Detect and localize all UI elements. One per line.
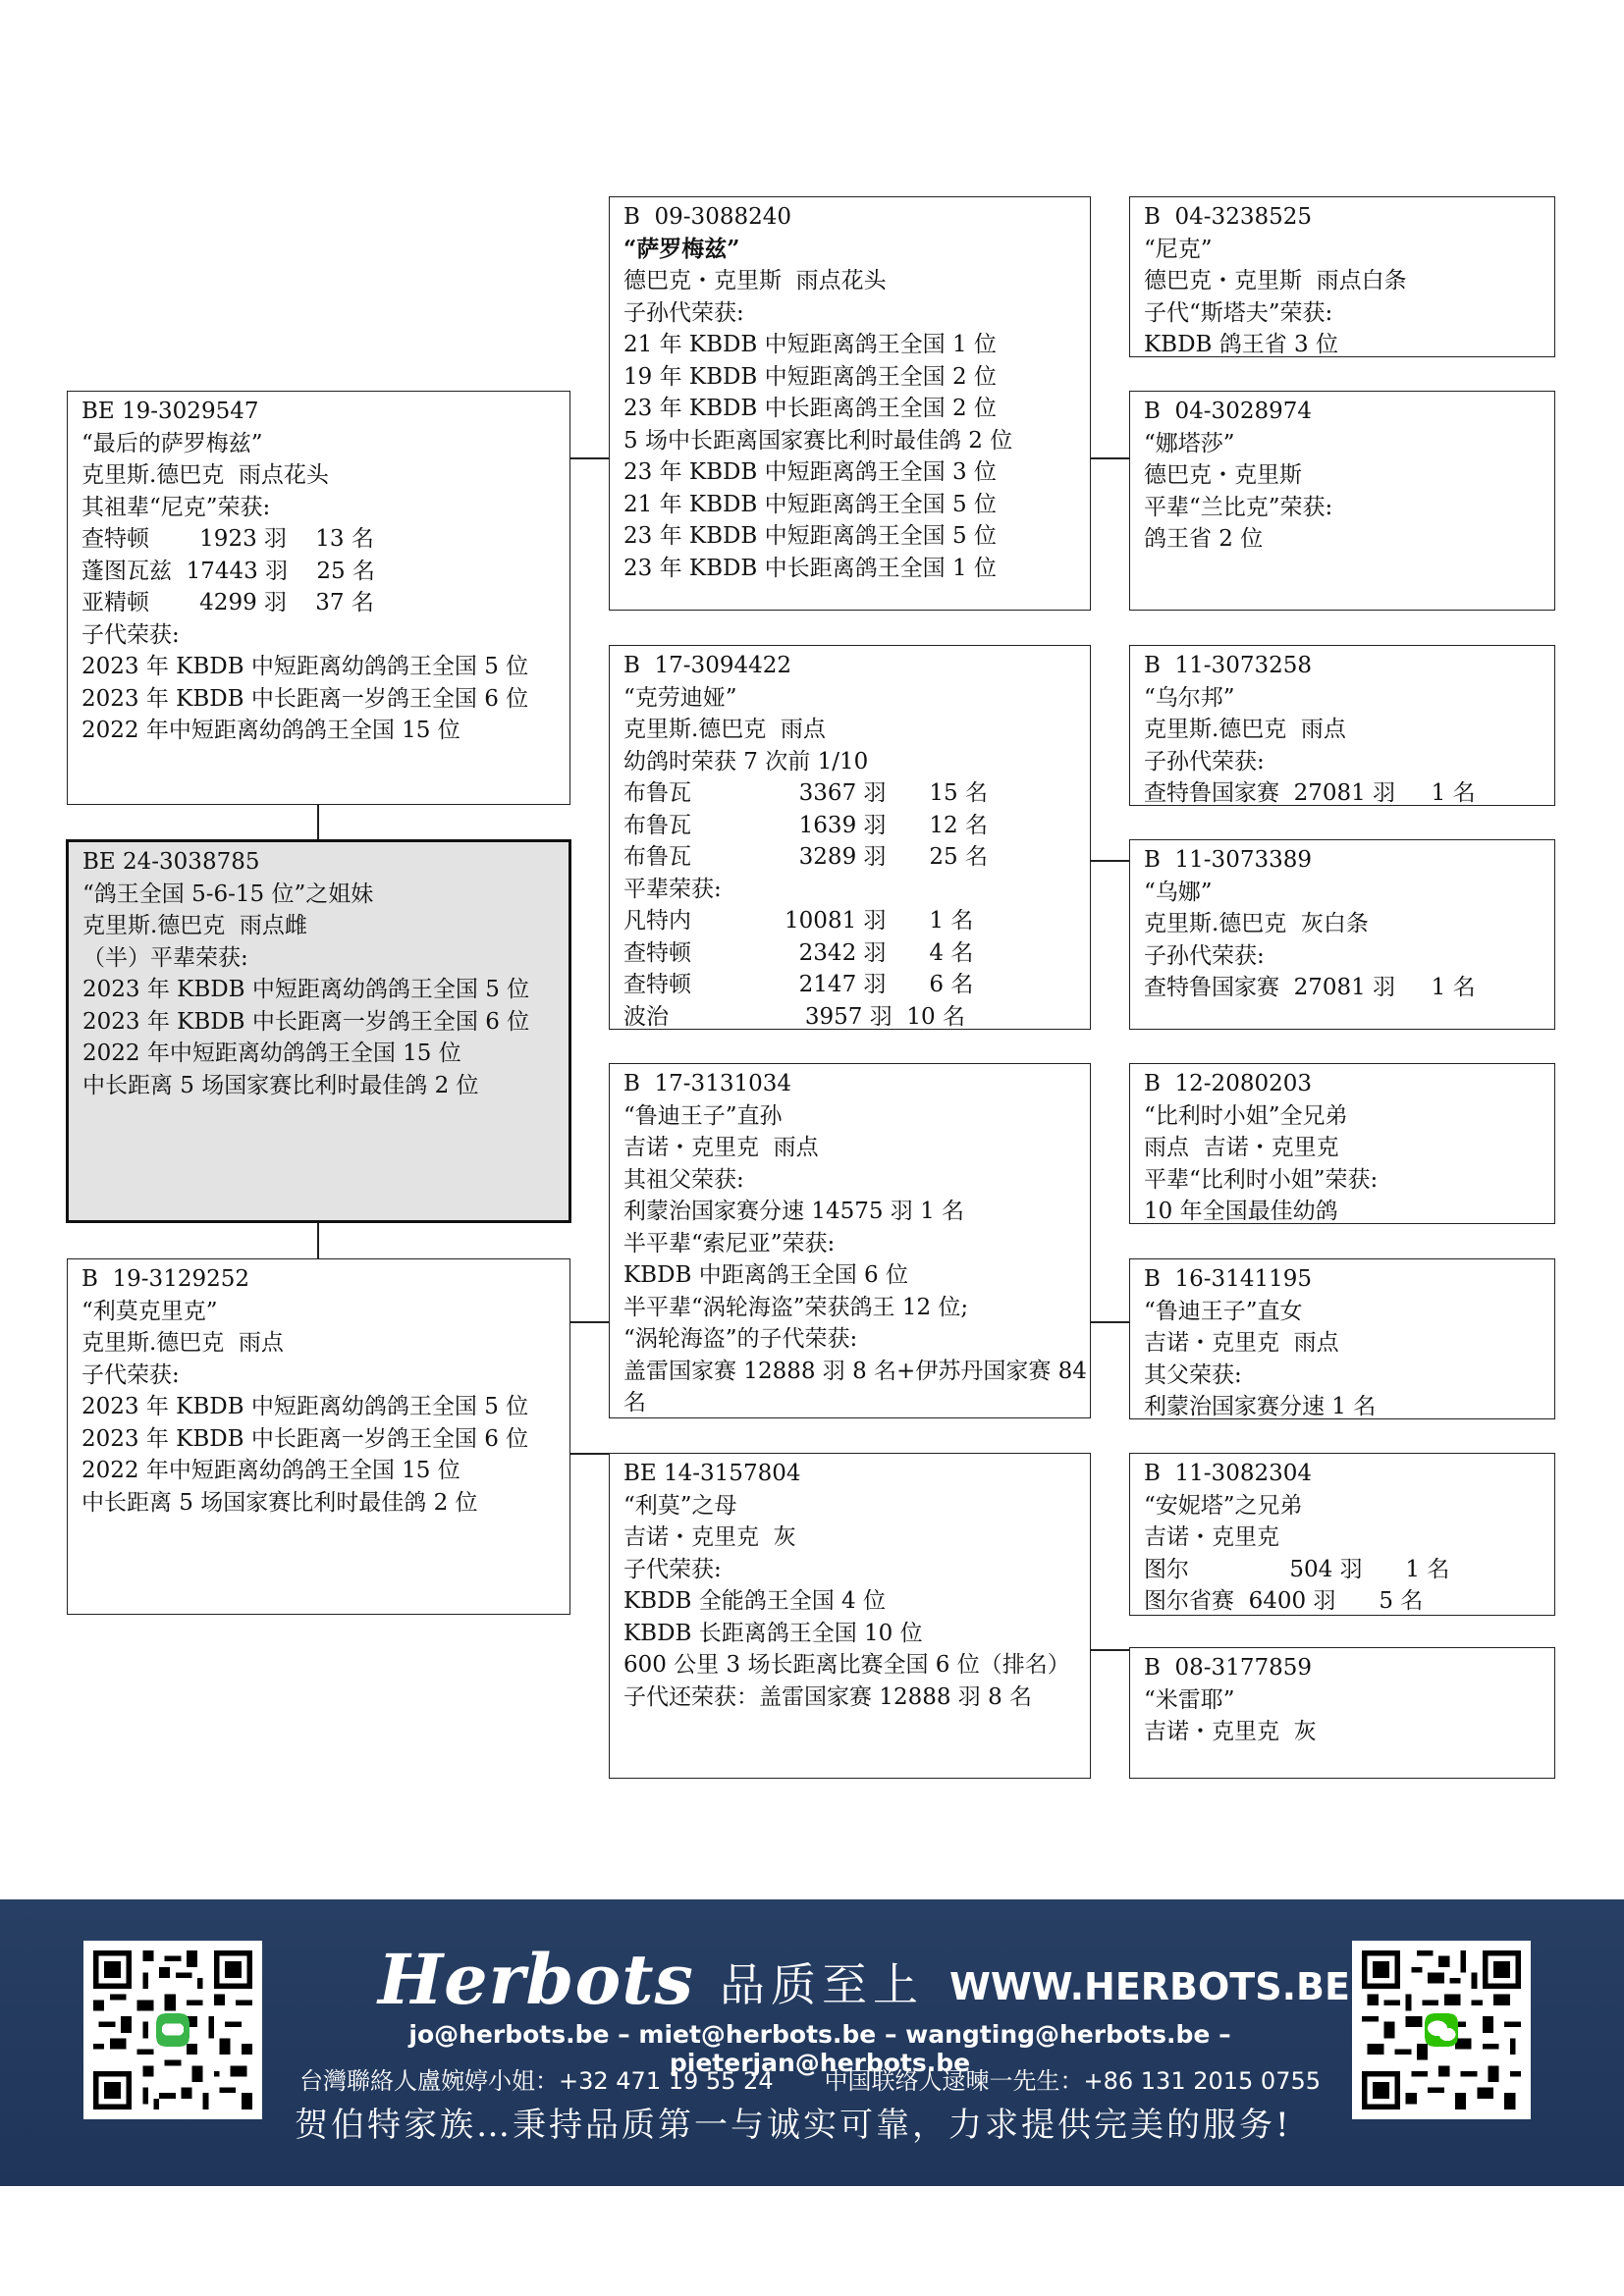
ancestor-box-2	[1129, 391, 1555, 611]
pedigree-line: 19 年 KBDB 中短距离鸽王全国 2 位	[623, 363, 997, 390]
pedigree-line: “利莫克里克”	[81, 1298, 218, 1324]
pedigree-line: 子代荣获:	[81, 621, 180, 648]
ring-number: B 11-3073389	[1144, 847, 1312, 873]
pedigree-line: “萨罗梅兹”	[623, 235, 740, 262]
sire-sire-box	[609, 196, 1091, 611]
pedigree-line: 吉诺・克里克 灰	[623, 1524, 796, 1550]
pedigree-line: 克里斯.德巴克 雨点	[1144, 717, 1346, 742]
pedigree-line: 2022 年中短距离幼鸽鸽王全国 15 位	[81, 718, 460, 743]
ring-number: B 11-3082304	[1144, 1461, 1312, 1486]
pedigree-line: 克里斯.德巴克 雨点花头	[81, 462, 329, 488]
connector-line	[1090, 860, 1129, 862]
ring-number: B 17-3131034	[623, 1071, 791, 1096]
pedigree-line: 子代还荣获：盖雷国家赛 12888 羽 8 名	[623, 1683, 1033, 1710]
pedigree-line: “鸽王全国 5-6-15 位”之姐妹	[82, 881, 374, 907]
pedigree-line: 克里斯.德巴克 雨点	[623, 717, 826, 742]
pedigree-line: 利蒙治国家赛分速 14575 羽 1 名	[623, 1199, 965, 1224]
pedigree-line: “克劳迪娅”	[623, 684, 737, 711]
pedigree-line: 平辈“比利时小姐”荣获:	[1144, 1166, 1379, 1193]
ring-number: BE 24-3038785	[82, 849, 260, 875]
pedigree-line: 2023 年 KBDB 中短距离幼鸽鸽王全国 5 位	[81, 1394, 529, 1419]
pedigree-line: “鲁迪王子”直女	[1144, 1298, 1303, 1324]
ancestor-box-4	[1129, 839, 1555, 1030]
herbots-logo[interactable]: Herbots	[378, 1939, 694, 2020]
pedigree-line: 利蒙治国家赛分速 1 名	[1144, 1394, 1377, 1419]
ring-number: BE 19-3029547	[81, 399, 259, 424]
pedigree-line: 其祖辈“尼克”荣获:	[81, 494, 271, 520]
qr-code-graphic	[93, 1950, 252, 2109]
ring-number: B 08-3177859	[1144, 1655, 1312, 1681]
ancestor-box-3	[1129, 645, 1555, 806]
pedigree-line: 名	[623, 1390, 646, 1415]
connector-line	[317, 1222, 319, 1258]
pedigree-line: 2023 年 KBDB 中长距离一岁鸽王全国 6 位	[82, 1008, 530, 1035]
ring-number: B 12-2080203	[1144, 1071, 1312, 1096]
connector-line	[569, 1453, 609, 1455]
pedigree-line: 子代“斯塔夫”荣获:	[1144, 299, 1333, 326]
pedigree-line: 图尔 504 羽 1 名	[1144, 1556, 1450, 1582]
pedigree-line: 波治 3957 羽 10 名	[623, 1003, 965, 1030]
ring-number: B 11-3073258	[1144, 653, 1312, 678]
pedigree-line: “米雷耶”	[1144, 1686, 1235, 1713]
connector-line	[1090, 1649, 1129, 1651]
ancestor-box-1	[1129, 196, 1555, 357]
pedigree-line: 2022 年中短距离幼鸽鸽王全国 15 位	[82, 1041, 461, 1066]
pedigree-line: 平辈荣获:	[623, 876, 722, 902]
contact-taiwan: 台灣聯絡人盧婉婷小姐：+32 471 19 55 24	[299, 2067, 774, 2095]
pedigree-line: “乌尔邦”	[1144, 684, 1235, 711]
pedigree-line: 子孙代荣获:	[1144, 748, 1265, 774]
pedigree-line: 其祖父荣获:	[623, 1166, 744, 1193]
pedigree-line: 蓬图瓦兹 17443 羽 25 名	[81, 558, 375, 584]
pedigree-line: 克里斯.德巴克 雨点雌	[82, 913, 307, 938]
pedigree-line: 600 公里 3 场长距离比赛全国 6 位（排名）	[623, 1652, 1070, 1678]
pedigree-line: 克里斯.德巴克 灰白条	[1144, 911, 1369, 936]
pedigree-line: 2023 年 KBDB 中长距离一岁鸽王全国 6 位	[81, 1425, 529, 1452]
pedigree-line: KBDB 中距离鸽王全国 6 位	[623, 1262, 908, 1288]
pedigree-line: KBDB 长距离鸽王全国 10 位	[623, 1620, 923, 1646]
dam-sire-box	[609, 1063, 1091, 1418]
pedigree-line: 布鲁瓦 1639 羽 12 名	[623, 812, 988, 838]
pedigree-line: “乌娜”	[1144, 879, 1213, 905]
ring-number: B 04-3238525	[1144, 204, 1312, 230]
connector-line	[317, 804, 319, 840]
connector-line	[569, 457, 609, 459]
pedigree-line: “安妮塔”之兄弟	[1144, 1492, 1303, 1519]
pedigree-line: “最后的萨罗梅兹”	[81, 430, 263, 456]
brand-row	[378, 1941, 1350, 2019]
pedigree-line: 德巴克・克里斯 雨点白条	[1144, 268, 1407, 294]
pedigree-line: 子代荣获:	[81, 1362, 180, 1388]
pedigree-line: 中长距离 5 场国家赛比利时最佳鸽 2 位	[82, 1072, 479, 1098]
pedigree-line: 查特顿 2147 羽 6 名	[623, 972, 974, 997]
pedigree-line: 亚精顿 4299 羽 37 名	[81, 590, 374, 615]
ring-number: B 17-3094422	[623, 653, 791, 678]
pedigree-line: 23 年 KBDB 中长距离鸽王全国 2 位	[623, 396, 997, 421]
pedigree-line: “鲁迪王子”直孙	[623, 1102, 783, 1129]
pedigree-line: KBDB 全能鸽王全国 4 位	[623, 1588, 886, 1614]
line-qr-code-icon[interactable]	[83, 1941, 262, 2119]
pedigree-line: 布鲁瓦 3289 羽 25 名	[623, 844, 988, 870]
pedigree-line: 21 年 KBDB 中短距离鸽王全国 5 位	[623, 491, 997, 517]
pedigree-line: 雨点 吉诺・克里克	[1144, 1135, 1339, 1160]
qr-code-graphic	[1362, 1950, 1521, 2109]
ancestor-box-6	[1129, 1258, 1555, 1419]
pedigree-line: 查特鲁国家赛 27081 羽 1 名	[1144, 975, 1476, 1000]
pedigree-line: 查特顿 2342 羽 4 名	[623, 939, 974, 966]
pedigree-line: “尼克”	[1144, 236, 1213, 262]
pedigree-line: 查特鲁国家赛 27081 羽 1 名	[1144, 780, 1476, 806]
subject-box	[66, 839, 571, 1223]
pedigree-line: 吉诺・克里克 灰	[1144, 1719, 1317, 1744]
pedigree-line: 查特顿 1923 羽 13 名	[81, 526, 374, 552]
pedigree-line: 23 年 KBDB 中短距离鸽王全国 5 位	[623, 523, 997, 549]
pedigree-line: 布鲁瓦 3367 羽 15 名	[623, 780, 988, 806]
pedigree-line: 半平辈“索尼亚”荣获:	[623, 1230, 836, 1256]
pedigree-line: 23 年 KBDB 中短距离鸽王全国 3 位	[623, 459, 997, 485]
website-link[interactable]: WWW.HERBOTS.BE	[948, 1965, 1350, 2008]
connector-line	[1090, 457, 1129, 459]
pedigree-line: 子代荣获:	[623, 1556, 722, 1582]
footer-banner	[0, 1899, 1624, 2186]
pedigree-line: 其父荣获:	[1144, 1362, 1242, 1388]
wechat-qr-code-icon[interactable]	[1352, 1941, 1531, 2119]
pedigree-line: 鸽王省 2 位	[1144, 526, 1264, 552]
pedigree-line: 吉诺・克里克 雨点	[623, 1135, 819, 1160]
pedigree-line: 德巴克・克里斯	[1144, 462, 1302, 488]
pedigree-line: 凡特内 10081 羽 1 名	[623, 908, 974, 934]
pedigree-line: 21 年 KBDB 中短距离鸽王全国 1 位	[623, 332, 997, 357]
pedigree-line: 2023 年 KBDB 中短距离幼鸽鸽王全国 5 位	[81, 654, 529, 679]
pedigree-line: 中长距离 5 场国家赛比利时最佳鸽 2 位	[81, 1489, 478, 1516]
pedigree-line: 平辈“兰比克”荣获:	[1144, 494, 1333, 520]
pedigree-line: 10 年全国最佳幼鸽	[1144, 1199, 1338, 1224]
company-motto: 贺伯特家族…秉持品质第一与诚实可靠，力求提供完美的服务!	[295, 2106, 1292, 2145]
dam-box	[67, 1258, 570, 1615]
pedigree-line: 幼鸽时荣获 7 次前 1/10	[623, 748, 869, 774]
dam-dam-box	[609, 1453, 1091, 1779]
ring-number: B 04-3028974	[1144, 399, 1312, 424]
pedigree-line: 半平辈“涡轮海盗”荣获鸽王 12 位;	[623, 1294, 969, 1320]
connector-line	[569, 1321, 609, 1323]
ring-number: BE 14-3157804	[623, 1461, 801, 1486]
brand-slogan: 品质至上	[719, 1958, 924, 2011]
pedigree-line: 吉诺・克里克	[1144, 1524, 1279, 1550]
ring-number: B 19-3129252	[81, 1266, 249, 1292]
ring-number: B 09-3088240	[623, 204, 791, 230]
pedigree-line: 子孙代荣获:	[1144, 942, 1265, 969]
pedigree-line: 2023 年 KBDB 中短距离幼鸽鸽王全国 5 位	[82, 977, 530, 1002]
pedigree-line: 23 年 KBDB 中长距离鸽王全国 1 位	[623, 555, 997, 581]
pedigree-line: KBDB 鸽王省 3 位	[1144, 332, 1338, 357]
pedigree-line: 子孙代荣获:	[623, 299, 744, 326]
sire-dam-box	[609, 645, 1091, 1030]
pedigree-line: 克里斯.德巴克 雨点	[81, 1330, 284, 1356]
pedigree-line: 5 场中长距离国家赛比利时最佳鸽 2 位	[623, 427, 1013, 454]
pedigree-line: “利莫”之母	[623, 1492, 737, 1519]
pedigree-line: 2023 年 KBDB 中长距离一岁鸽王全国 6 位	[81, 685, 529, 712]
pedigree-line: 吉诺・克里克 雨点	[1144, 1330, 1339, 1356]
ancestor-box-8	[1129, 1647, 1555, 1779]
pedigree-line: 图尔省赛 6400 羽 5 名	[1144, 1588, 1424, 1614]
connector-line	[1090, 1321, 1129, 1323]
contact-row	[299, 2061, 1321, 2096]
ancestor-box-5	[1129, 1063, 1555, 1224]
email-addresses[interactable]: jo@herbots.be – miet@herbots.be – wangting@herbots.be – pieterjan@herbots.be	[408, 2020, 1231, 2077]
pedigree-line: 2022 年中短距离幼鸽鸽王全国 15 位	[81, 1458, 460, 1483]
ring-number: B 16-3141195	[1144, 1266, 1312, 1292]
ancestor-box-7	[1129, 1453, 1555, 1616]
sire-box	[67, 391, 570, 805]
pedigree-line: “娜塔莎”	[1144, 430, 1235, 456]
pedigree-line: “涡轮海盗”的子代荣获:	[623, 1326, 858, 1352]
pedigree-line: 盖雷国家赛 12888 羽 8 名+伊苏丹国家赛 84	[623, 1358, 1087, 1384]
pedigree-line: “比利时小姐”全兄弟	[1144, 1102, 1348, 1129]
contact-china: 中国联络人逯暕一先生：+86 131 2015 0755	[824, 2067, 1321, 2095]
pedigree-line: 德巴克・克里斯 雨点花头	[623, 268, 887, 294]
pedigree-line: （半）平辈荣获:	[82, 944, 248, 971]
